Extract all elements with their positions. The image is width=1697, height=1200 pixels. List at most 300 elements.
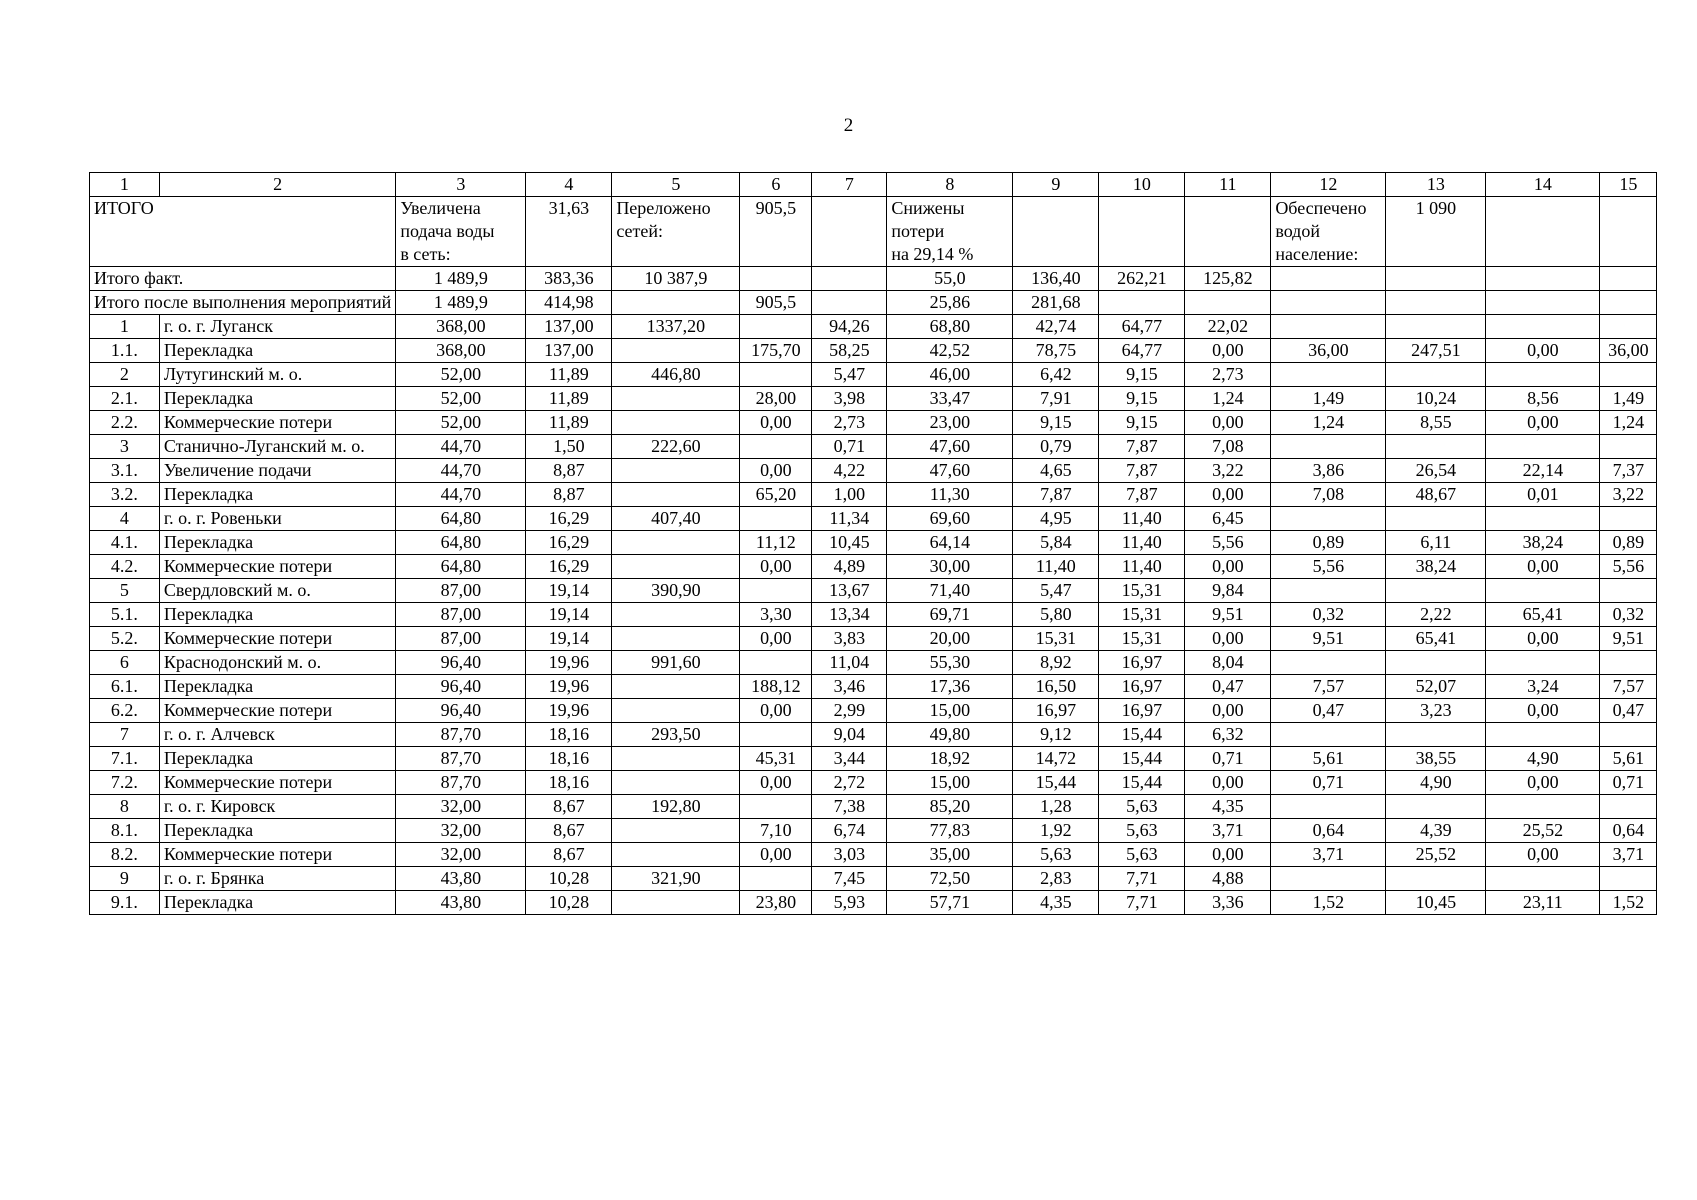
table-cell: 11,40 [1013,555,1099,579]
table-cell: 3,22 [1600,483,1657,507]
table-cell: 137,00 [526,339,612,363]
table-cell: 383,36 [526,267,612,291]
table-cell: 32,00 [396,819,526,843]
table-cell: 3,30 [740,603,812,627]
table-cell: 0,00 [740,627,812,651]
table-cell: 7,87 [1099,459,1185,483]
table-cell: 11,89 [526,411,612,435]
table-cell [740,315,812,339]
table-cell: 3,71 [1600,843,1657,867]
table-cell: 68,80 [887,315,1013,339]
table-cell: 64,80 [396,531,526,555]
row-number: 8.2. [90,843,160,867]
row-number: 8 [90,795,160,819]
table-cell [1600,363,1657,387]
itogo-water-supply-value: 31,63 [526,197,612,267]
table-row [90,411,1657,435]
row-name: Станично-Луганский м. о. [159,435,395,459]
table-cell: 11,40 [1099,531,1185,555]
table-cell: 11,04 [812,651,887,675]
table-cell: 0,89 [1600,531,1657,555]
table-cell: 5,56 [1185,531,1271,555]
table-cell [1386,363,1486,387]
table-cell: 8,92 [1013,651,1099,675]
table-cell: 0,00 [1486,555,1600,579]
column-number: 12 [1271,173,1386,197]
table-cell [740,651,812,675]
table-cell [1271,291,1386,315]
table-cell: 0,00 [1185,699,1271,723]
row-number: 7.1. [90,747,160,771]
table-cell: 85,20 [887,795,1013,819]
table-cell: 5,93 [812,891,887,915]
table-cell [1600,197,1657,267]
table-cell: 7,87 [1099,483,1185,507]
table-cell: 96,40 [396,675,526,699]
table-cell: 22,02 [1185,315,1271,339]
table-cell: 0,00 [740,843,812,867]
table-cell: 87,00 [396,579,526,603]
table-cell: 15,31 [1013,627,1099,651]
row-name: Перекладка [159,819,395,843]
table-cell: 43,80 [396,891,526,915]
table-cell [612,459,740,483]
table-cell: 0,00 [1185,339,1271,363]
table-cell: 69,71 [887,603,1013,627]
text-line: в сеть: [400,244,451,264]
row-name: Коммерческие потери [159,555,395,579]
table-cell: 3,86 [1271,459,1386,483]
table-cell: 8,87 [526,483,612,507]
itogo-losses-label [887,197,1013,267]
table-cell [612,819,740,843]
table-cell: 247,51 [1386,339,1486,363]
table-cell: 43,80 [396,867,526,891]
total-row [90,267,1657,291]
table-cell: 3,24 [1486,675,1600,699]
row-name: г. о. г. Ровеньки [159,507,395,531]
table-cell: 4,65 [1013,459,1099,483]
data-table [89,172,1657,915]
column-number: 8 [887,173,1013,197]
row-number: 2.2. [90,411,160,435]
table-cell [1486,507,1600,531]
table-cell [1013,197,1099,267]
table-cell: 4,90 [1486,747,1600,771]
table-cell: 9,51 [1271,627,1386,651]
table-cell [1486,867,1600,891]
text-line: на 29,14 % [891,244,974,264]
table-row [90,651,1657,675]
table-cell: 8,67 [526,843,612,867]
table-cell: 64,80 [396,555,526,579]
total-row [90,291,1657,315]
table-row [90,675,1657,699]
table-cell [812,197,887,267]
table-cell: 10,45 [812,531,887,555]
table-cell: 1,24 [1185,387,1271,411]
table-cell: 9,15 [1099,411,1185,435]
table-cell: 3,71 [1271,843,1386,867]
row-name: Коммерческие потери [159,843,395,867]
table-cell: 15,31 [1099,627,1185,651]
table-cell: 25,86 [887,291,1013,315]
row-number: 2 [90,363,160,387]
row-number: 4.1. [90,531,160,555]
table-cell: 19,96 [526,675,612,699]
table-cell: 25,52 [1486,819,1600,843]
table-cell: 188,12 [740,675,812,699]
column-number: 6 [740,173,812,197]
table-cell: 7,57 [1600,675,1657,699]
row-name: Свердловский м. о. [159,579,395,603]
table-cell: 13,67 [812,579,887,603]
table-cell: 64,14 [887,531,1013,555]
table-cell [1600,291,1657,315]
table-cell [1600,435,1657,459]
table-cell: 5,63 [1013,843,1099,867]
table-cell: 15,44 [1099,771,1185,795]
row-name: Перекладка [159,603,395,627]
table-cell: 96,40 [396,699,526,723]
row-name: Перекладка [159,531,395,555]
table-cell: 7,57 [1271,675,1386,699]
table-cell [612,747,740,771]
row-name: Перекладка [159,339,395,363]
text-line: водой [1275,221,1320,241]
table-cell: 18,16 [526,771,612,795]
table-cell: 3,23 [1386,699,1486,723]
table-cell: 38,55 [1386,747,1486,771]
table-cell: 7,08 [1185,435,1271,459]
table-cell: 7,87 [1099,435,1185,459]
table-cell: 1,28 [1013,795,1099,819]
table-cell: 9,15 [1099,363,1185,387]
row-number: 3 [90,435,160,459]
column-number: 10 [1099,173,1185,197]
row-name: г. о. г. Луганск [159,315,395,339]
table-cell: 262,21 [1099,267,1185,291]
column-number: 3 [396,173,526,197]
row-name: Перекладка [159,675,395,699]
table-row [90,843,1657,867]
table-cell: 0,00 [1486,843,1600,867]
table-cell: 6,45 [1185,507,1271,531]
table-cell: 15,44 [1099,747,1185,771]
table-cell: 281,68 [1013,291,1099,315]
table-cell: 991,60 [612,651,740,675]
table-cell: 64,77 [1099,315,1185,339]
table-cell: 5,61 [1600,747,1657,771]
table-cell [612,387,740,411]
table-cell: 15,44 [1099,723,1185,747]
table-row [90,579,1657,603]
row-number: 7.2. [90,771,160,795]
table-cell [1386,867,1486,891]
table-cell: 1,24 [1600,411,1657,435]
table-cell: 5,63 [1099,819,1185,843]
table-cell [1386,435,1486,459]
table-cell: 5,56 [1600,555,1657,579]
table-cell: 0,00 [740,555,812,579]
table-cell: 0,71 [1185,747,1271,771]
table-cell [1185,197,1271,267]
table-cell: 52,00 [396,387,526,411]
table-cell [740,723,812,747]
table-cell: 38,24 [1486,531,1600,555]
table-row [90,795,1657,819]
table-row [90,459,1657,483]
table-cell: 0,00 [1486,771,1600,795]
table-cell: 125,82 [1185,267,1271,291]
table-cell: 8,55 [1386,411,1486,435]
table-cell: 7,87 [1013,483,1099,507]
table-cell: 16,97 [1099,675,1185,699]
table-cell: 65,41 [1386,627,1486,651]
table-cell [1600,867,1657,891]
table-cell: 19,14 [526,627,612,651]
table-cell: 45,31 [740,747,812,771]
table-cell: 1 489,9 [396,267,526,291]
table-cell: 16,50 [1013,675,1099,699]
row-name: Коммерческие потери [159,411,395,435]
table-cell: 36,00 [1271,339,1386,363]
row-number: 4.2. [90,555,160,579]
table-cell [1386,795,1486,819]
table-cell [1386,507,1486,531]
table-cell [612,339,740,363]
table-cell [1271,723,1386,747]
table-cell: 7,45 [812,867,887,891]
table-cell: 9,51 [1185,603,1271,627]
table-cell: 8,67 [526,795,612,819]
table-cell: 3,98 [812,387,887,411]
table-cell: 11,34 [812,507,887,531]
itogo-networks-value: 905,5 [740,197,812,267]
table-cell [1486,267,1600,291]
table-cell [612,531,740,555]
table-cell [612,891,740,915]
table-cell [1486,723,1600,747]
table-cell [612,675,740,699]
table-cell: 11,89 [526,363,612,387]
table-cell [740,363,812,387]
row-number: 1 [90,315,160,339]
table-cell: 0,00 [1185,483,1271,507]
table-cell: 23,00 [887,411,1013,435]
table-cell [612,603,740,627]
table-cell: 35,00 [887,843,1013,867]
table-cell: 52,00 [396,363,526,387]
table-cell: 47,60 [887,435,1013,459]
table-cell: 16,97 [1099,651,1185,675]
table-cell: 368,00 [396,315,526,339]
table-cell: 47,60 [887,459,1013,483]
table-cell: 16,29 [526,507,612,531]
table-cell: 22,14 [1486,459,1600,483]
table-cell: 19,96 [526,651,612,675]
table-cell [1600,507,1657,531]
table-cell: 11,40 [1099,555,1185,579]
row-name: Увеличение подачи [159,459,395,483]
text-line: потери [891,221,945,241]
table-cell: 10,28 [526,891,612,915]
table-cell: 1 489,9 [396,291,526,315]
table-cell: 0,00 [740,459,812,483]
table-cell: 9,84 [1185,579,1271,603]
row-number: 5 [90,579,160,603]
table-cell: 4,39 [1386,819,1486,843]
column-number: 11 [1185,173,1271,197]
table-cell: 5,61 [1271,747,1386,771]
table-cell: 15,00 [887,699,1013,723]
table-row [90,723,1657,747]
table-cell: 19,14 [526,603,612,627]
table-cell: 69,60 [887,507,1013,531]
row-number: 9 [90,867,160,891]
table-cell: 18,16 [526,747,612,771]
table-cell [1099,291,1185,315]
table-cell: 7,38 [812,795,887,819]
table-cell: 16,29 [526,555,612,579]
table-cell: 38,24 [1386,555,1486,579]
table-cell [1600,267,1657,291]
row-name: г. о. г. Алчевск [159,723,395,747]
table-cell [740,579,812,603]
table-cell [812,291,887,315]
table-cell [1600,723,1657,747]
row-number: 3.1. [90,459,160,483]
table-cell [1386,267,1486,291]
text-line: население: [1275,244,1359,264]
table-cell: 1,49 [1600,387,1657,411]
table-cell: 87,70 [396,771,526,795]
table-cell: 3,46 [812,675,887,699]
table-cell: 0,71 [812,435,887,459]
table-cell: 44,70 [396,435,526,459]
itogo-row [90,197,1657,267]
table-cell: 64,77 [1099,339,1185,363]
table-cell: 11,12 [740,531,812,555]
table-cell: 15,44 [1013,771,1099,795]
table-cell: 4,22 [812,459,887,483]
table-cell: 368,00 [396,339,526,363]
table-row [90,627,1657,651]
table-cell: 1,00 [812,483,887,507]
column-number: 13 [1386,173,1486,197]
table-cell [612,771,740,795]
table-cell [1486,197,1600,267]
table-cell: 136,40 [1013,267,1099,291]
row-number: 4 [90,507,160,531]
table-cell: 0,00 [740,771,812,795]
table-cell: 414,98 [526,291,612,315]
table-cell [1486,651,1600,675]
table-cell [1600,651,1657,675]
text-line: сетей: [616,221,663,241]
table-cell [1271,651,1386,675]
table-cell: 48,67 [1386,483,1486,507]
table-cell [740,507,812,531]
table-row [90,867,1657,891]
itogo-networks-label [612,197,740,267]
text-line: Снижены [891,198,965,218]
table-cell [1271,507,1386,531]
row-name: г. о. г. Кировск [159,795,395,819]
table-cell: 55,0 [887,267,1013,291]
table-cell: 4,89 [812,555,887,579]
table-cell: 0,00 [740,699,812,723]
table-cell: 77,83 [887,819,1013,843]
table-cell [1600,795,1657,819]
table-cell: 87,00 [396,603,526,627]
table-cell: 16,97 [1013,699,1099,723]
table-row [90,771,1657,795]
table-cell [612,699,740,723]
table-cell: 3,03 [812,843,887,867]
table-cell: 6,32 [1185,723,1271,747]
table-cell [1271,363,1386,387]
table-cell [1486,579,1600,603]
table-cell: 321,90 [612,867,740,891]
table-cell [1486,291,1600,315]
table-cell: 44,70 [396,483,526,507]
table-cell: 15,00 [887,771,1013,795]
table-cell [1271,795,1386,819]
table-cell [740,267,812,291]
table-cell: 7,71 [1099,867,1185,891]
table-cell: 87,00 [396,627,526,651]
table-cell [612,411,740,435]
table-cell: 72,50 [887,867,1013,891]
column-number: 4 [526,173,612,197]
table-cell: 2,73 [812,411,887,435]
table-cell: 28,00 [740,387,812,411]
itogo-water-supply-label [396,197,526,267]
table-cell: 0,47 [1271,699,1386,723]
table-cell: 5,47 [812,363,887,387]
table-cell: 10,24 [1386,387,1486,411]
table-cell: 58,25 [812,339,887,363]
table-row [90,699,1657,723]
table-cell: 33,47 [887,387,1013,411]
table-cell: 0,47 [1600,699,1657,723]
table-cell: 3,83 [812,627,887,651]
table-cell [1386,315,1486,339]
table-cell: 222,60 [612,435,740,459]
table-cell: 30,00 [887,555,1013,579]
table-cell: 1,50 [526,435,612,459]
itogo-label: ИТОГО [90,197,396,267]
column-number: 14 [1486,173,1600,197]
table-cell: 0,00 [1185,627,1271,651]
table-cell [1271,867,1386,891]
table-cell: 9,15 [1013,411,1099,435]
table-cell: 4,95 [1013,507,1099,531]
column-number-row [90,173,1657,197]
table-cell [740,795,812,819]
table-cell [1486,435,1600,459]
table-cell [1486,315,1600,339]
table-cell [612,627,740,651]
row-name: Перекладка [159,387,395,411]
table-cell: 0,00 [740,411,812,435]
table-cell: 7,91 [1013,387,1099,411]
table-cell [1486,795,1600,819]
table-cell [1600,315,1657,339]
table-cell: 2,83 [1013,867,1099,891]
table-cell: 3,36 [1185,891,1271,915]
